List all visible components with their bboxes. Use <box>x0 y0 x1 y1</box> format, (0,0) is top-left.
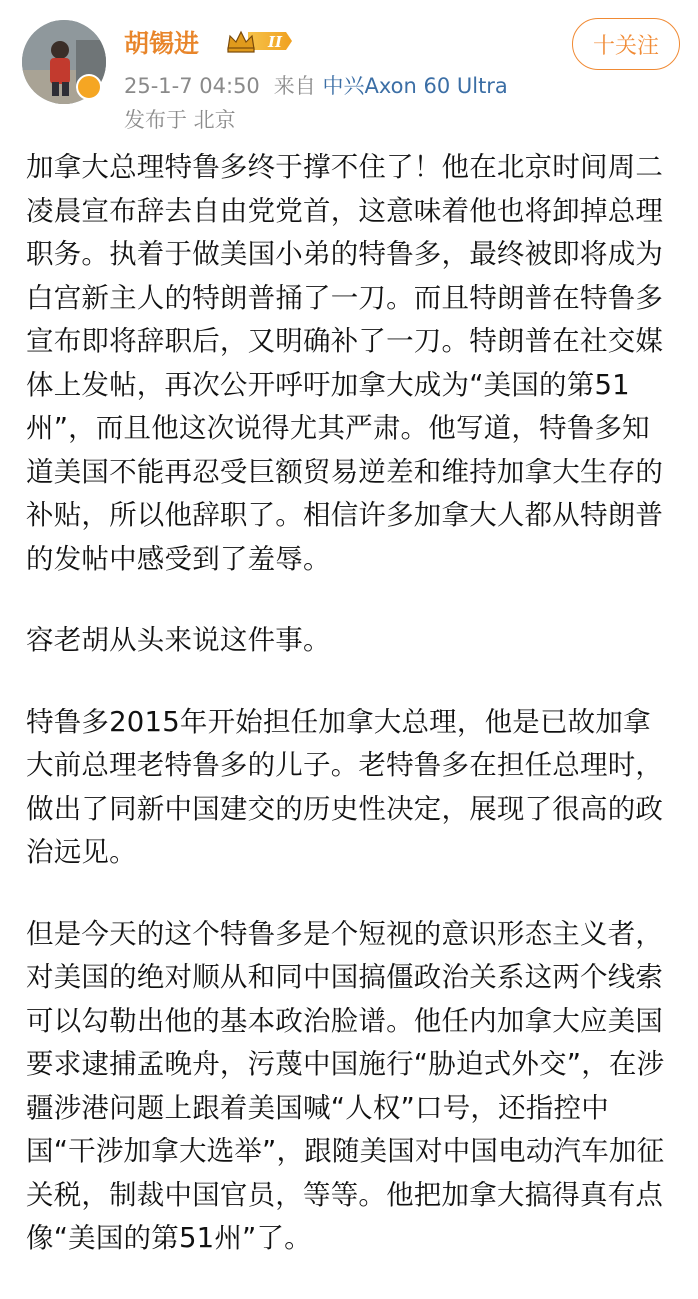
post-paragraph: 加拿大总理特鲁多终于撑不住了！他在北京时间周二凌晨宣布辞去自由党党首，这意味着他也将卸掉总理职务。执着于做美国小弟的特鲁多，最终被即将成为白宫新主人的特朗普捅了一刀。而且特朗普在特鲁多宣布即将辞职后，又明确补了一刀。特朗普在社交媒体上发帖，再次公开呼吁加拿大成为“美国的第51州”，而且他这次说得尤其严肃。他写道，特鲁多知道美国不能再忍受巨额贸易逆差和维持加拿大生存的补贴，所以他辞职了。相信许多加拿大人都从特朗普的发帖中感受到了羞辱。 <box>26 151 664 575</box>
post-paragraph: 特鲁多2015年开始担任加拿大总理，他是已故加拿大前总理老特鲁多的儿子。老特鲁多在担任总理时，做出了同新中国建交的历史性决定，展现了很高的政治远见。 <box>26 705 664 868</box>
post-paragraph: 但是今天的这个特鲁多是个短视的意识形态主义者，对美国的绝对顺从和同中国搞僵政治关系这两个线索可以勾勒出他的基本政治脸谱。他任内加拿大应美国要求逮捕孟晚舟，污蔑中国施行“胁迫式外交”，在涉疆涉港问题上跟着美国喊“人权”口号，还指控中国“干涉加拿大选举”，跟随美国对中国电动汽车加征关税，制裁中国官员，等等。他把加拿大搞得真有点像“美国的第51州”了。 <box>26 917 665 1254</box>
author-name[interactable]: 胡锡进 <box>124 29 200 58</box>
post-body <box>26 146 676 1299</box>
crown-level-badge-icon[interactable] <box>224 27 296 55</box>
post-header <box>0 0 698 140</box>
source-prefix: 来自 <box>273 74 316 98</box>
follow-button[interactable]: 十关注 <box>572 18 680 70</box>
post-meta <box>124 70 544 100</box>
device-link[interactable]: 中兴Axon 60 Ultra <box>322 74 508 98</box>
verified-badge-icon <box>76 74 102 100</box>
post-location: 发布于 北京 <box>124 108 236 132</box>
post-timestamp: 25-1-7 04:50 <box>124 74 260 98</box>
post-paragraph: 容老胡从头来说这件事。 <box>26 624 331 656</box>
level-badge-text: II <box>268 33 283 51</box>
